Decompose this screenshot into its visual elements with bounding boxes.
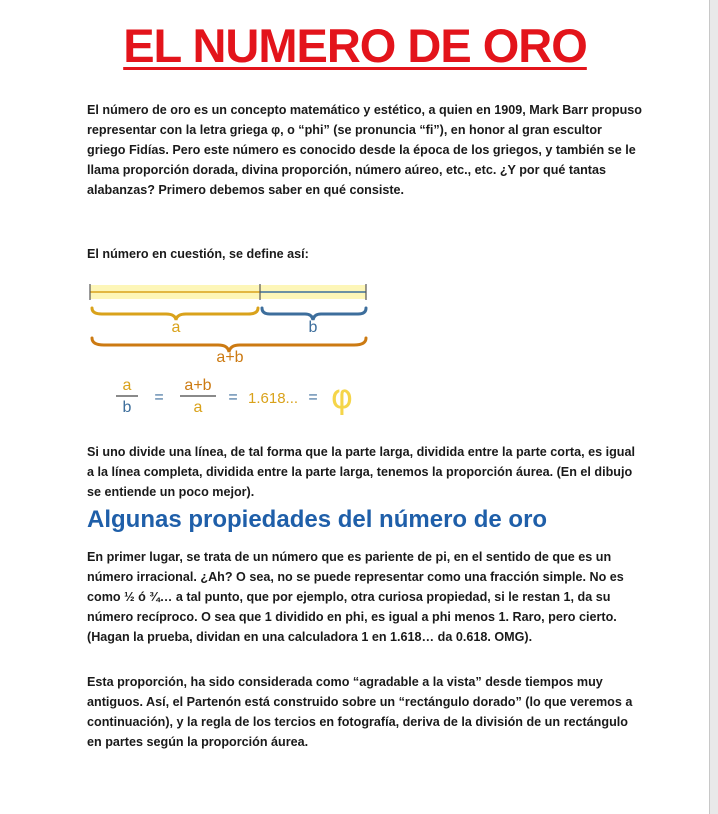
property-paragraph-1: En primer lugar, se trata de un número que es pariente de pi, en el sentido de que es un número irracional. ¿Ah? O sea, no se puede representar como una fracción simple. No es como ½ ó ¾… a tal punto, que por ejemplo, otra curiosa propiedad, si le restan 1, da su número recíproco. O sea que 1 dividido en phi, es igual a phi menos 1. Raro, pero cierto. (Hagan la prueba, dividan en una calculadora 1 en 1.618… da 0.618. OMG).: [87, 550, 624, 644]
golden-ratio-diagram: [80, 272, 380, 422]
equals-sign-3: =: [308, 389, 318, 406]
explanation-paragraph: Si uno divide una línea, de tal forma que la parte larga, dividida entre la parte corta, es igual a la línea completa, dividida entre la parte larga, tenemos la proporción áurea. (En el dibujo se entiende un poco mejor).: [87, 445, 635, 499]
golden-ratio-value: 1.618...: [248, 390, 299, 407]
fraction2-denominator: a: [193, 399, 203, 416]
equals-sign-2: =: [228, 389, 238, 406]
section-heading: Algunas propiedades del número de oro: [87, 506, 548, 533]
equals-sign-1: =: [154, 389, 164, 406]
fraction2-numerator: a+b: [184, 377, 212, 394]
label-ab: a+b: [216, 349, 244, 366]
label-a: a: [171, 319, 181, 336]
phi-symbol: φ: [330, 377, 354, 417]
page-title: EL NUMERO DE ORO: [123, 19, 587, 72]
label-b: b: [308, 319, 318, 336]
intro-paragraph: El número de oro es un concepto matemático y estético, a quien en 1909, Mark Barr propuso representar con la letra griega φ, o “phi” (se pronuncia “fi”), en honor al gran escultor griego Fidías. Pero este número es conocido desde la época de los griegos, y también se le llama proporción dorada, divina proporción, número aúreo, etc., etc. ¿Y por qué tantas alabanzas? Primero debemos saber en qué consiste.: [87, 103, 642, 197]
fraction1-denominator: b: [122, 399, 132, 416]
definition-paragraph: El número en cuestión, se define así:: [87, 247, 309, 261]
property-paragraph-2: Esta proporción, ha sido considerada como “agradable a la vista” desde tiempos muy antiguos. Así, el Partenón está construido sobre un “rectángulo dorado” (lo que veremos a continuación), y la regla de los tercios en fotografía, deriva de la división de un rectángulo en partes según la proporción áurea.: [87, 675, 633, 749]
fraction1-numerator: a: [122, 377, 132, 394]
